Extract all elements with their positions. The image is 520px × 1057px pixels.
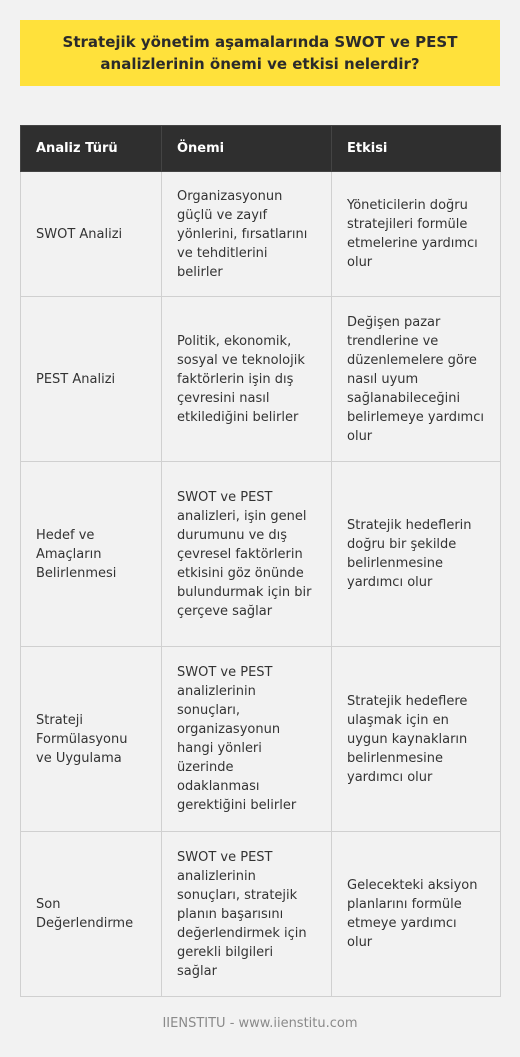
- table-row: [21, 647, 501, 832]
- title-banner: [20, 20, 500, 86]
- row-importance: SWOT ve PEST analizleri, işin genel durumunu ve dış çevresel faktörlerin etkisini göz önünde bulundurmak için bir çerçeve sağlar: [162, 462, 332, 647]
- table-row: [21, 462, 501, 647]
- row-effect: Stratejik hedeflerin doğru bir şekilde belirlenmesine yardımcı olur: [332, 462, 501, 647]
- table-row: [21, 832, 501, 997]
- row-effect: Stratejik hedeflere ulaşmak için en uygun kaynakların belirlenmesine yardımcı olur: [332, 647, 501, 832]
- row-analysis-type: Hedef ve Amaçların Belirlenmesi: [21, 462, 162, 647]
- row-importance: Politik, ekonomik, sosyal ve teknolojik faktörlerin işin dış çevresini nasıl etkilediğini belirler: [162, 297, 332, 462]
- header-importance: Önemi: [162, 126, 332, 172]
- header-analysis-type: Analiz Türü: [21, 126, 162, 172]
- table-header-row: [21, 126, 501, 172]
- table-row: [21, 172, 501, 297]
- row-analysis-type: PEST Analizi: [21, 297, 162, 462]
- row-importance: SWOT ve PEST analizlerinin sonuçları, organizasyonun hangi yönleri üzerinde odaklanması gerektiğini belirler: [162, 647, 332, 832]
- row-effect: Yöneticilerin doğru stratejileri formüle etmelerine yardımcı olur: [332, 172, 501, 297]
- table-row: [21, 297, 501, 462]
- row-effect: Değişen pazar trendlerine ve düzenlemelere göre nasıl uyum sağlanabileceğini belirlemeye yardımcı olur: [332, 297, 501, 462]
- row-analysis-type: SWOT Analizi: [21, 172, 162, 297]
- analysis-table: [20, 125, 501, 997]
- page-title: Stratejik yönetim aşamalarında SWOT ve PEST analizlerinin önemi ve etkisi nelerdir?: [62, 33, 458, 73]
- row-importance: Organizasyonun güçlü ve zayıf yönlerini, fırsatlarını ve tehditlerini belirler: [162, 172, 332, 297]
- header-effect: Etkisi: [332, 126, 501, 172]
- row-analysis-type: Strateji Formülasyonu ve Uygulama: [21, 647, 162, 832]
- row-analysis-type: Son Değerlendirme: [21, 832, 162, 997]
- row-effect: Gelecekteki aksiyon planlarını formüle etmeye yardımcı olur: [332, 832, 501, 997]
- footer-credit: IIENSTITU - www.iienstitu.com: [162, 1016, 358, 1031]
- row-importance: SWOT ve PEST analizlerinin sonuçları, stratejik planın başarısını değerlendirmek için gerekli bilgileri sağlar: [162, 832, 332, 997]
